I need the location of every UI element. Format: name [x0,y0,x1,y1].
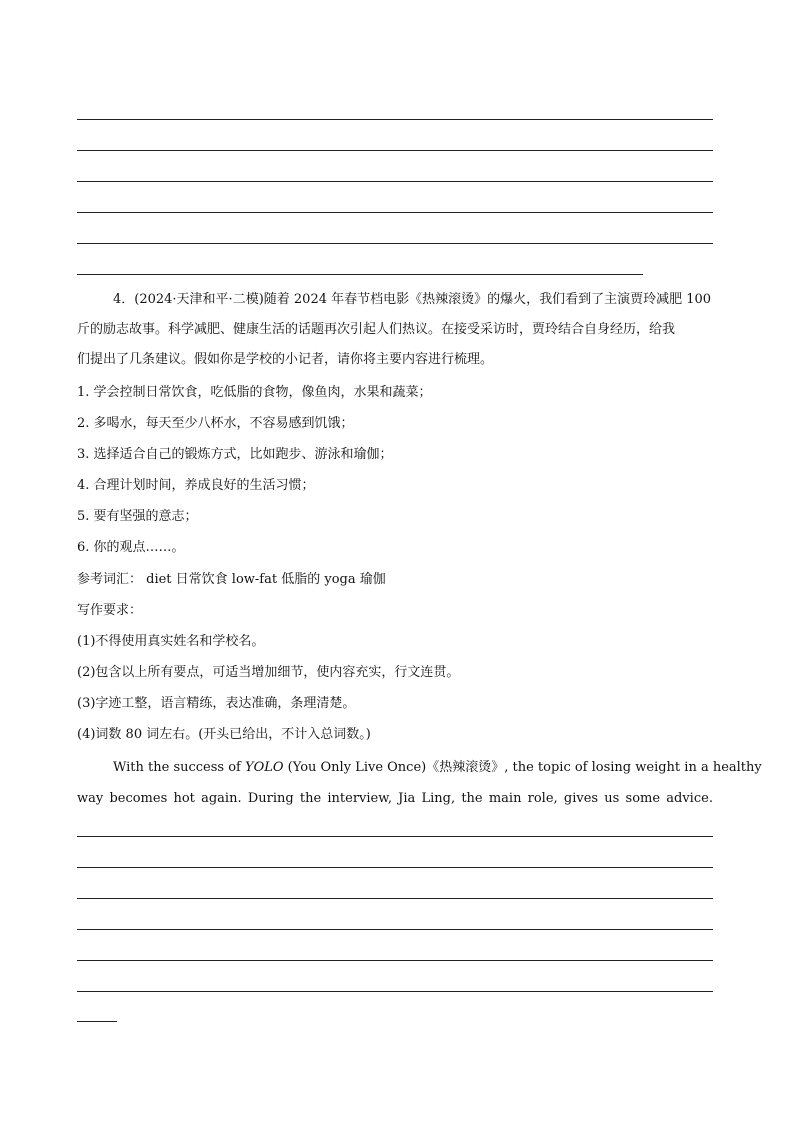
question-intro-line3: 们提出了几条建议。假如你是学校的小记者，请你将主要内容进行梳理。 [77,352,494,367]
answer-line [77,929,713,930]
answer-line [77,836,713,837]
answer-line [77,243,713,244]
opening-word: the [299,791,322,806]
point-item: 4. 合理计划时间，养成良好的生活习惯； [77,478,315,493]
opening-word: again. [201,791,242,806]
answer-line [77,960,713,961]
answer-line [77,898,713,899]
opening-word: Ling, [421,791,456,806]
opening-text: With the success of [113,760,245,775]
question-intro-text: 随着 2024 年春节档电影《热辣滚烫》的爆火，我们看到了主演贾玲减肥 100 [263,292,712,307]
opening-word: way [77,791,104,806]
point-item: 1. 学会控制日常饮食，吃低脂的食物，像鱼肉，水果和蔬菜； [77,385,432,400]
opening-word: gives [563,791,599,806]
question-intro-line1 [113,290,711,310]
point-item: 2. 多喝水，每天至少八杯水，不容易感到饥饿； [77,416,354,431]
requirements-title: 写作要求： [77,603,143,618]
requirement-item: (4)词数 80 词左右。(开头已给出，不计入总词数。) [77,727,371,742]
opening-word: some [625,791,661,806]
answer-line [77,150,713,151]
opening-word: becomes [109,791,168,806]
requirement-item: (3)字迹工整，语言精练，表达准确，条理清楚。 [77,696,356,711]
question-intro-line2: 斤的励志故事。科学减肥、健康生活的话题再次引起人们热议。在接受采访时，贾玲结合自身经历，给我 [77,322,676,337]
opening-word: us [604,791,620,806]
answer-line [77,181,713,182]
movie-title-italic: YOLO [245,760,284,775]
opening-line2 [77,789,713,809]
point-item: 6. 你的观点……。 [77,540,185,555]
requirement-item: (2)包含以上所有要点，可适当增加细节，使内容充实，行文连贯。 [77,665,460,680]
answer-line [77,867,713,868]
opening-word: advice. [666,791,713,806]
point-item: 3. 选择适合自己的锻炼方式，比如跑步、游泳和瑜伽； [77,447,393,462]
answer-line [77,212,713,213]
opening-word: the [461,791,483,806]
point-item: 5. 要有坚强的意志； [77,509,198,524]
answer-line-end [77,1021,117,1022]
answer-line [77,119,713,120]
vocab-reference: 参考词汇： diet 日常饮食 low-fat 低脂的 yoga 瑜伽 [77,572,386,587]
opening-word: During [247,791,294,806]
opening-word: interview, [327,791,392,806]
question-number-source: 4．(2024·天津和平·二模) [113,292,264,307]
opening-word: Jia [398,791,416,806]
requirement-item: (1)不得使用真实姓名和学校名。 [77,634,265,649]
opening-text: (You Only Live Once)《热辣滚烫》, the topic of losing weight in a healthy [283,760,762,775]
opening-word: main [488,791,522,806]
answer-line-short [77,274,643,275]
answer-line [77,991,713,992]
opening-word: role, [527,791,558,806]
opening-word: hot [173,791,195,806]
opening-line1 [113,758,762,778]
